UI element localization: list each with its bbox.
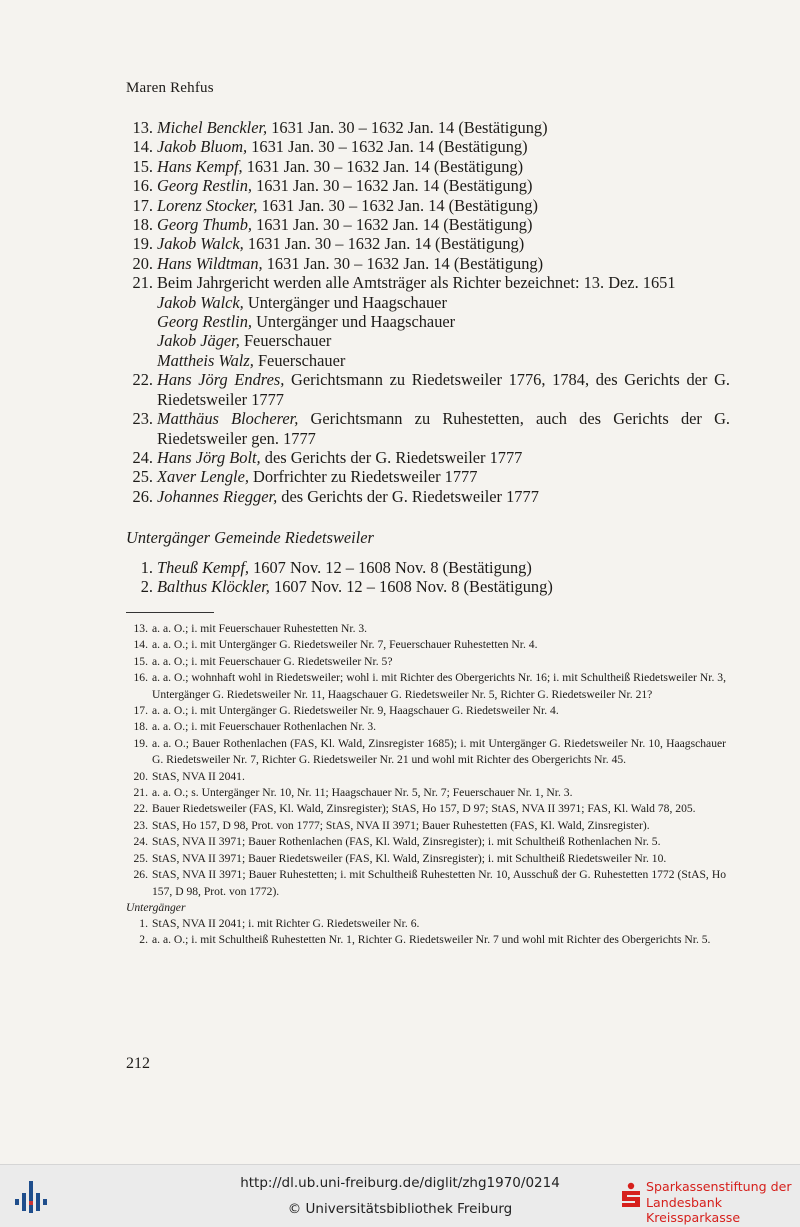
source-url-link[interactable]: http://dl.ub.uni-freiburg.de/diglit/zhg1970/0214 [240, 1175, 560, 1191]
running-header-author: Maren Rehfus [126, 80, 214, 96]
list-item [126, 487, 730, 506]
entry-text: 1607 Nov. 12 – 1608 Nov. 8 (Bestätigung) [248, 558, 532, 577]
person-name: Xaver Lengle, [157, 467, 249, 487]
entry-number: 15. [132, 156, 153, 176]
footnote-number: 25. [133, 851, 148, 865]
entry-text: 1631 Jan. 30 – 1632 Jan. 14 (Bestätigung) [242, 156, 524, 176]
person-name: Hans Kempf, [157, 156, 243, 176]
sparkasse-s-icon [616, 1181, 646, 1211]
footnote-number: 14. [133, 638, 148, 652]
entry-number: 21. [132, 273, 153, 293]
entry-number: 18. [132, 215, 153, 235]
footnote-number: 1. [139, 916, 148, 930]
untergaenger-list [126, 558, 730, 597]
list-item [126, 370, 730, 409]
entry-text: Gerichtsmann zu Riedetsweiler 1776, 1784, des Gerichts der G. Riedetsweiler 1777 [157, 370, 731, 409]
person-name: Jakob Walck, [157, 234, 244, 254]
footnote-number: 17. [133, 704, 148, 718]
entry-text: 1631 Jan. 30 – 1632 Jan. 14 (Bestätigung) [247, 137, 528, 157]
list-item [126, 409, 730, 448]
list-item [126, 558, 730, 577]
footnote-text: a. a. O.; i. mit Untergänger G. Riedetsweiler Nr. 9, Haagschauer G. Riedetsweiler Nr. 4. [152, 704, 559, 718]
viewer-footer [0, 1164, 800, 1227]
entry-number: 14. [132, 137, 153, 157]
sponsor-logo[interactable] [600, 1177, 800, 1225]
footnote-text: StAS, NVA II 3971; Bauer Rothenlachen (FAS, Kl. Wald, Zinsregister); i. mit Schultheiß Rothenlachen Nr. 5. [152, 835, 661, 849]
footnote-number: 19. [133, 736, 148, 750]
footnote-section-heading: Untergänger [126, 900, 186, 914]
footnote [126, 932, 726, 948]
footnote [126, 703, 726, 719]
footnote-number: 20. [133, 769, 148, 783]
entry-number: 26. [132, 486, 153, 506]
footnote-divider [126, 612, 214, 613]
entry-text: 1631 Jan. 30 – 1632 Jan. 14 (Bestätigung) [243, 234, 525, 254]
footnote-text: StAS, NVA II 3971; Bauer Ruhestetten; i. mit Schultheiß Ruhestetten Nr. 10, Ausschuß der G. Ruhestetten 1772 (StAS, Ho 157, D 98, Prot. von 1772). [152, 868, 726, 898]
footnote-number: 2. [139, 933, 148, 947]
footnote [126, 736, 726, 769]
list-item [126, 196, 730, 215]
person-name: Hans Wildtman, [157, 253, 263, 273]
sponsor-name-line2: Landesbank Kreissparkasse [646, 1194, 741, 1225]
footnote [126, 818, 726, 834]
entry-number: 17. [132, 195, 153, 215]
section-heading: Untergänger Gemeinde Riedetsweiler [126, 528, 374, 547]
footnote-text: a. a. O.; i. mit Feuerschauer Rothenlachen Nr. 3. [152, 720, 377, 734]
person-name: Jakob Walck, [157, 292, 244, 312]
footnote [126, 851, 726, 867]
entry-number: 16. [132, 176, 153, 196]
person-name: Hans Jörg Endres, [157, 370, 285, 390]
footnote-number: 26. [133, 868, 148, 882]
sponsor-name-line1: Sparkassenstiftung der [646, 1179, 792, 1194]
footnote-number: 18. [133, 720, 148, 734]
footnote-text: StAS, NVA II 2041; i. mit Richter G. Riedetsweiler Nr. 6. [152, 916, 420, 930]
entry-text: 1631 Jan. 30 – 1632 Jan. 14 (Bestätigung) [252, 215, 533, 235]
footnote-number: 15. [133, 654, 148, 668]
person-name: Mattheis Walz, [157, 350, 254, 370]
richter-list [126, 118, 730, 506]
person-name: Michel Benckler, [157, 118, 268, 137]
footnote-text: StAS, Ho 157, D 98, Prot. von 1777; StAS, NVA II 3971; Bauer Ruhestetten (FAS, Kl. Wald, Zinsregister). [152, 818, 650, 832]
entry-text: Dorfrichter zu Riedetsweiler 1777 [248, 467, 478, 487]
entry-text: 1631 Jan. 30 – 1632 Jan. 14 (Bestätigung) [262, 253, 544, 273]
list-item [126, 254, 730, 273]
sub-entry-text: Feuerschauer [239, 331, 332, 351]
footnote-text: Bauer Riedetsweiler (FAS, Kl. Wald, Zinsregister); StAS, Ho 157, D 97; StAS, NVA II 3971; FAS, Kl. Wald 78, 205. [152, 802, 696, 816]
footnote [126, 769, 726, 785]
copyright-notice: © Universitätsbibliothek Freiburg [287, 1201, 513, 1217]
list-item [126, 137, 730, 156]
entry-text: 1631 Jan. 30 – 1632 Jan. 14 (Bestätigung) [257, 195, 538, 215]
person-name: Georg Restlin, [157, 312, 252, 332]
entry-text: 1631 Jan. 30 – 1632 Jan. 14 (Bestätigung) [252, 176, 533, 196]
person-name: Jakob Bluom, [157, 137, 248, 157]
footnote [126, 785, 726, 801]
list-item [126, 448, 730, 467]
person-name: Georg Thumb, [157, 215, 253, 235]
footnote-text: a. a. O.; wohnhaft wohl in Riedetsweiler; wohl i. mit Richter des Obergerichts Nr. 16; i. mit Schultheiß Riedetsweiler Nr. 3, Untergänger G. Riedetsweiler Nr. 11, Haagschauer G. Riedetsweiler Nr. 5, Richter G. Riedetsweiler Nr. 21? [152, 671, 726, 701]
sub-entry-text: Untergänger und Haagschauer [252, 312, 456, 332]
person-name: Jakob Jäger, [157, 331, 240, 351]
footnote-text: a. a. O.; Bauer Rothenlachen (FAS, Kl. Wald, Zinsregister 1685); i. mit Untergänger G. Riedetsweiler Nr. 10, Haagschauer G. Riedetsweiler Nr. 7, Richter G. Riedetsweiler Nr. 21 und wohl mit Richter des Obergerichts Nr. 45. [152, 736, 726, 767]
entry-text: des Gerichts der G. Riedetsweiler 1777 [260, 447, 523, 467]
footnote-number: 21. [133, 786, 148, 800]
person-name: Lorenz Stocker, [157, 195, 258, 215]
person-name: Johannes Riegger, [157, 486, 278, 506]
list-item [126, 118, 730, 137]
person-name: Theuß Kempf, [157, 558, 249, 577]
sub-entry-text: Feuerschauer [253, 350, 346, 370]
entry-text: Gerichtsmann zu Ruhestetten, auch des Gerichts der G. Riedetsweiler gen. 1777 [157, 409, 731, 448]
person-name: Balthus Klöckler, [157, 577, 270, 597]
entry-number: 1. [140, 558, 153, 577]
entry-number: 13. [132, 118, 153, 137]
entry-number: 19. [132, 234, 153, 254]
list-item [126, 273, 730, 370]
footnote [126, 637, 726, 653]
entry-number: 24. [132, 447, 153, 467]
entry-text: Beim Jahrgericht werden alle Amtsträger als Richter bezeichnet: 13. Dez. 1651 [157, 273, 676, 293]
entry-text: des Gerichts der G. Riedetsweiler 1777 [277, 486, 539, 506]
footnote [126, 719, 726, 735]
footnote [126, 867, 726, 900]
entry-number: 25. [132, 467, 153, 487]
entry-number: 20. [132, 253, 153, 273]
footnote [126, 621, 726, 637]
entry-number: 2. [140, 577, 153, 597]
entry-text: 1631 Jan. 30 – 1632 Jan. 14 (Bestätigung) [267, 118, 548, 137]
person-name: Hans Jörg Bolt, [157, 447, 261, 467]
page-number: 212 [126, 1055, 150, 1072]
footnote-text: a. a. O.; i. mit Untergänger G. Riedetsweiler Nr. 7, Feuerschauer Ruhestetten Nr. 4. [152, 638, 538, 652]
footnote [126, 834, 726, 850]
footnote-number: 22. [133, 802, 148, 816]
footnote-number: 24. [133, 835, 148, 849]
person-name: Georg Restlin, [157, 176, 252, 196]
footnote-text: a. a. O.; i. mit Feuerschauer Ruhestetten Nr. 3. [152, 622, 368, 635]
entry-number: 23. [132, 409, 153, 429]
footnote [126, 916, 726, 932]
list-item [126, 577, 730, 596]
footnote-text: StAS, NVA II 2041. [152, 769, 245, 783]
footnote [126, 670, 726, 703]
person-name: Matthäus Blocherer, [157, 409, 299, 429]
footnote-text: a. a. O.; i. mit Feuerschauer G. Riedetsweiler Nr. 5? [152, 654, 393, 668]
sub-entry [157, 312, 730, 331]
footnotes [126, 621, 726, 949]
list-item [126, 157, 730, 176]
sub-entry-text: Untergänger und Haagschauer [243, 292, 447, 312]
footnote-number: 13. [133, 622, 148, 635]
footnote-text: a. a. O.; i. mit Schultheiß Ruhestetten Nr. 1, Richter G. Riedetsweiler Nr. 7 und wohl mit Richter des Obergerichts Nr. 5. [152, 933, 711, 947]
list-item [126, 176, 730, 195]
footnote-number: 16. [133, 671, 148, 685]
list-item [126, 234, 730, 253]
footnote-text: StAS, NVA II 3971; Bauer Riedetsweiler (FAS, Kl. Wald, Zinsregister); i. mit Schultheiß Riedetsweiler Nr. 10. [152, 851, 667, 865]
sub-entry [157, 293, 730, 312]
list-item [126, 215, 730, 234]
list-item [126, 467, 730, 486]
footnote [126, 801, 726, 817]
entry-number: 22. [132, 370, 153, 390]
footnote-number: 23. [133, 818, 148, 832]
footnote [126, 654, 726, 670]
footnote-text: a. a. O.; s. Untergänger Nr. 10, Nr. 11; Haagschauer Nr. 5, Nr. 7; Feuerschauer Nr. 1, Nr. 3. [152, 786, 573, 800]
sub-entry [157, 351, 730, 370]
sub-entry [157, 331, 730, 350]
entry-text: 1607 Nov. 12 – 1608 Nov. 8 (Bestätigung) [269, 577, 553, 597]
